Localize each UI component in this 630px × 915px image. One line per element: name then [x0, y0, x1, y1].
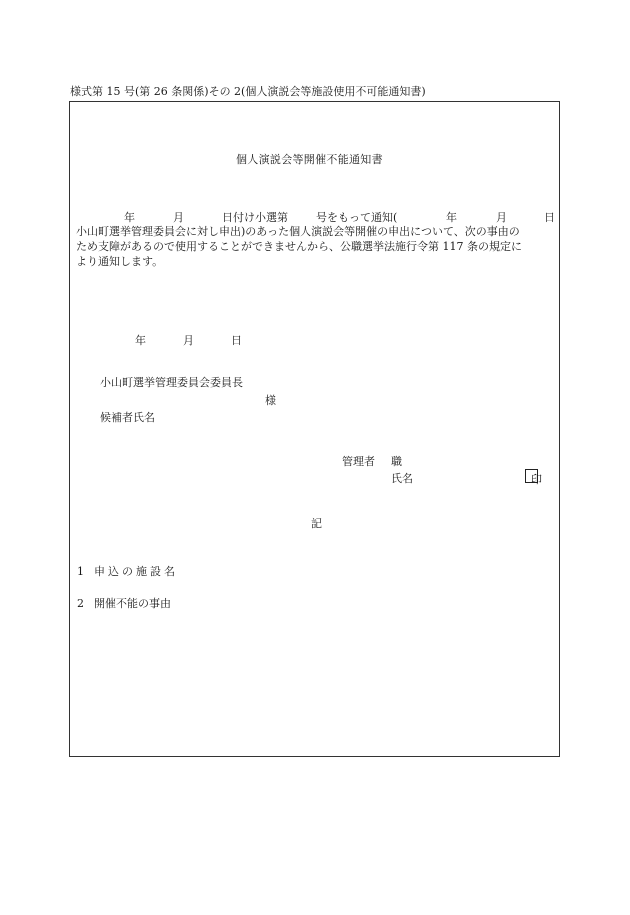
body-number-notice: 号をもって通知(	[316, 211, 398, 224]
item-2-label: 開催不能の事由	[94, 597, 171, 610]
item-2-number: 2	[77, 597, 84, 610]
body-line-2: 小山町選挙管理委員会に対し申出)のあった個人演説会等開催の申出について、次の事由の	[76, 225, 520, 238]
recipient: 小山町選挙管理委員会委員長	[100, 376, 243, 389]
body-year-2: 年	[446, 211, 457, 224]
seal-label: 印	[531, 473, 542, 486]
issue-day: 日	[231, 334, 242, 347]
ki-label: 記	[311, 517, 322, 530]
manager-name-label: 氏名	[391, 472, 413, 485]
body-day-2: 日	[544, 211, 555, 224]
body-line-4: より通知します。	[76, 255, 164, 268]
item-1-label: 申込の施設名	[94, 565, 178, 578]
body-line-3: ため支障があるので使用することができませんから、公職選挙法施行令第 117 条の規定に	[76, 240, 522, 253]
item-1-number: 1	[77, 565, 84, 578]
body-day-dated: 日付け小選第	[222, 211, 288, 224]
form-caption: 様式第 15 号(第 26 条関係)その 2(個人演説会等施設使用不可能通知書)	[70, 85, 426, 98]
document-title: 個人演説会等開催不能通知書	[236, 153, 383, 166]
manager-label: 管理者	[342, 455, 375, 468]
issue-year: 年	[135, 334, 146, 347]
body-month: 月	[173, 211, 184, 224]
document-frame	[69, 101, 560, 757]
body-month-2: 月	[496, 211, 507, 224]
candidate-label: 候補者氏名	[100, 411, 155, 424]
issue-month: 月	[183, 334, 194, 347]
honorific: 様	[265, 394, 276, 407]
body-year: 年	[124, 211, 135, 224]
manager-title-label: 職	[391, 455, 402, 468]
